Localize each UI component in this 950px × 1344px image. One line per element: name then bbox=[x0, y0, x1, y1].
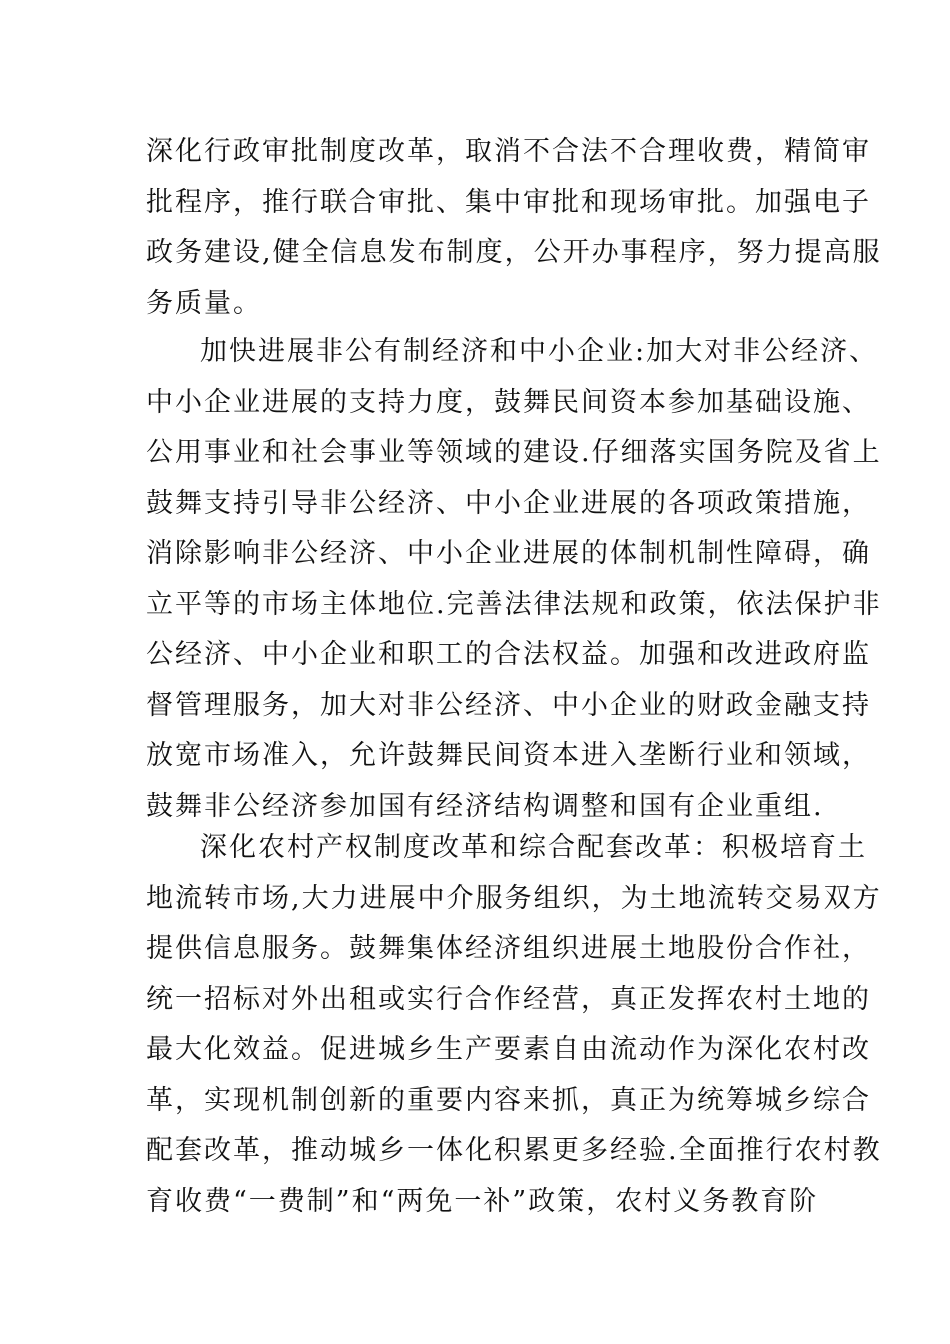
text-line: 公经济、中小企业和职工的合法权益。加强和改进政府监 bbox=[146, 639, 871, 670]
paragraph-3 bbox=[146, 823, 882, 1227]
text-line: 配套改革，推动城乡一体化积累更多经验.全面推行农村教 bbox=[146, 1135, 882, 1166]
paragraph-1 bbox=[146, 127, 882, 329]
text-line: 公用事业和社会事业等领域的建设.仔细落实国务院及省上 bbox=[146, 437, 882, 468]
text-line: 政务建设,健全信息发布制度，公开办事程序，努力提高服 bbox=[146, 237, 882, 268]
text-line: 加快进展非公有制经济和中小企业:加大对非公经济、 bbox=[200, 336, 879, 367]
text-line: 务质量。 bbox=[146, 287, 262, 319]
text-line: 革，实现机制创新的重要内容来抓，真正为统筹城乡综合 bbox=[146, 1084, 871, 1116]
text-line: 深化农村产权制度改革和综合配套改革：积极培育土 bbox=[200, 832, 867, 863]
text-line: 中小企业进展的支持力度，鼓舞民间资本参加基础设施、 bbox=[146, 386, 871, 418]
text-line: 育收费“一费制”和“两免一补”政策，农村义务教育阶 bbox=[146, 1185, 819, 1217]
text-line: 提供信息服务。鼓舞集体经济组织进展土地股份合作社， bbox=[146, 933, 871, 964]
text-line: 批程序，推行联合审批、集中审批和现场审批。加强电子 bbox=[146, 186, 871, 218]
text-line: 督管理服务，加大对非公经济、中小企业的财政金融支持 bbox=[146, 689, 871, 721]
text-line: 最大化效益。促进城乡生产要素自由流动作为深化农村改 bbox=[146, 1034, 871, 1065]
text-line: 鼓舞支持引导非公经济、中小企业进展的各项政策措施， bbox=[146, 487, 871, 519]
text-line: 深化行政审批制度改革，取消不合法不合理收费，精简审 bbox=[146, 136, 871, 167]
text-line: 鼓舞非公经济参加国有经济结构调整和国有企业重组. bbox=[146, 790, 824, 822]
text-line: 地流转市场,大力进展中介服务组织，为土地流转交易双方 bbox=[146, 882, 882, 914]
paragraph-2 bbox=[146, 327, 882, 832]
text-line: 消除影响非公经济、中小企业进展的体制机制性障碍，确 bbox=[146, 538, 871, 569]
text-line: 放宽市场准入，允许鼓舞民间资本进入垄断行业和领域， bbox=[146, 740, 871, 771]
text-line: 统一招标对外出租或实行合作经营，真正发挥农村土地的 bbox=[146, 983, 871, 1015]
text-line: 立平等的市场主体地位.完善法律法规和政策，依法保护非 bbox=[146, 588, 882, 620]
